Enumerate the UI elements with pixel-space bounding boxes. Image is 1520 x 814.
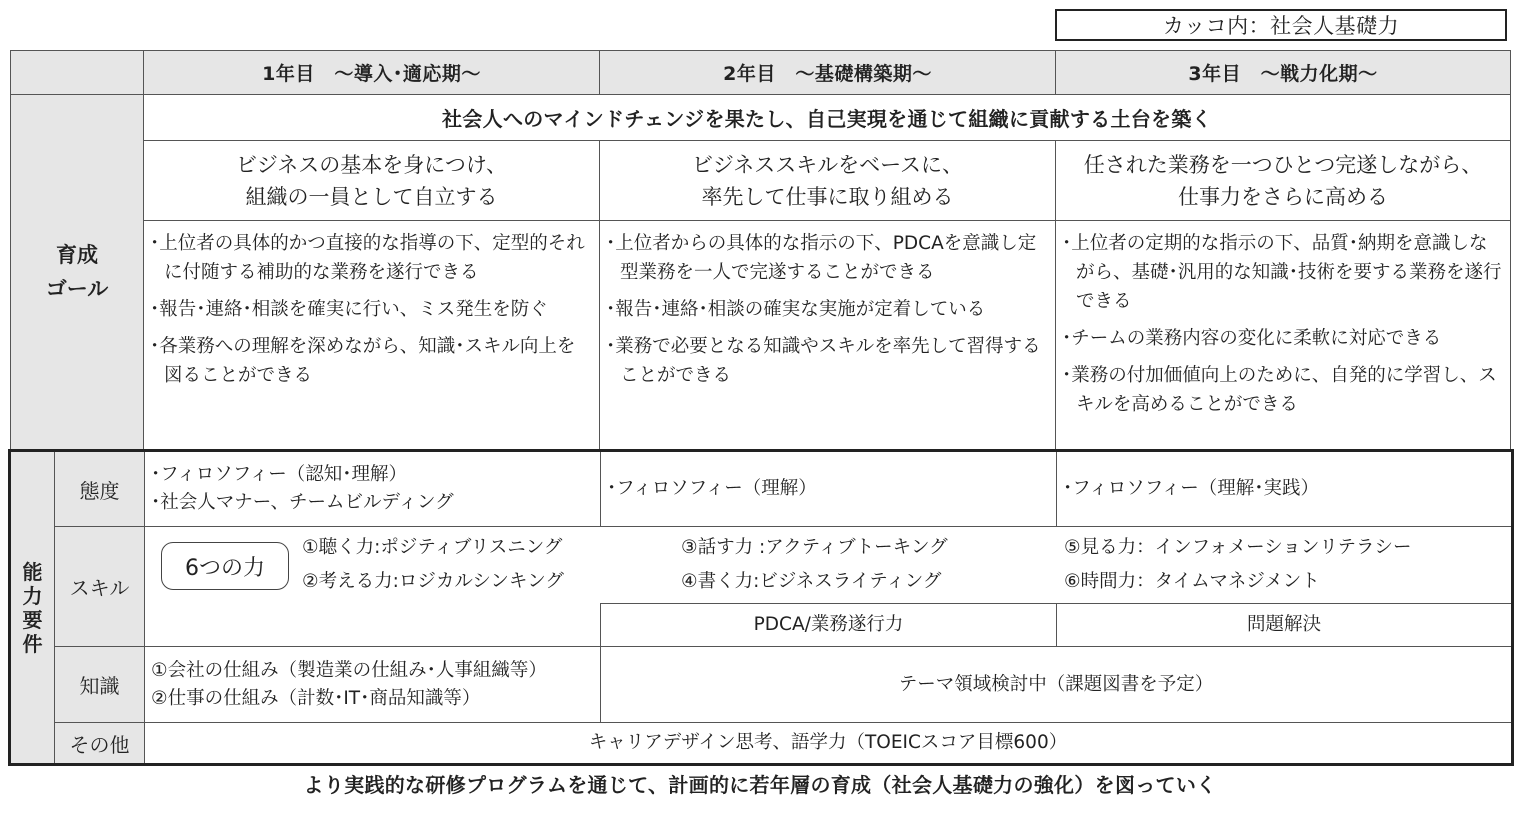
list-item: ･業務の付加価値向上のために、自発的に学習し、スキルを高めることができる: [1062, 365, 1497, 415]
attitude-row: [10, 451, 1513, 527]
header-year2: 2年目 ～基礎構築期～: [600, 51, 1056, 95]
skills-line: [145, 527, 1511, 603]
legend-box: [1055, 9, 1507, 41]
header-year3: 3年目 ～戦力化期～: [1056, 51, 1511, 95]
goal-row-label: 育成 ゴール: [11, 95, 144, 450]
summary-year3: 任された業務を一つひとつ完遂しながら、 仕事力をさらに高める: [1056, 141, 1511, 221]
skill-6: ⑥時間力：タイムマネジメント: [1064, 571, 1320, 592]
skill-3: ③話す力 :アクティブトーキング: [681, 537, 948, 558]
other-label: その他: [55, 723, 145, 765]
goal-items-year1: [144, 221, 600, 450]
skill-extra-year3: 問題解決: [1057, 604, 1513, 647]
skill-2: ②考える力:ロジカルシンキング: [302, 571, 564, 592]
knowledge-year1: ①会社の仕組み（製造業の仕組み･人事組織等） ②仕事の仕組み（計数･IT･商品知識等）: [145, 647, 601, 723]
mission-statement: 社会人へのマインドチェンジを果たし、自己実現を通じて組織に貢献する土台を築く: [144, 95, 1511, 141]
skill-row: [10, 527, 1513, 604]
skill-1: ①聴く力:ポジティブリスニング: [302, 537, 563, 558]
capability-label: 能 力 要 件: [10, 451, 55, 765]
list-item: ･各業務への理解を深めながら、知識･スキル向上を図ることができる: [150, 336, 576, 386]
list-item: ･報告･連絡･相談を確実に行い、ミス発生を防ぐ: [150, 299, 548, 320]
goal-items-year3: [1056, 221, 1511, 450]
skill-5: ⑤見る力：インフォメーションリテラシー: [1064, 537, 1412, 558]
summary-year2: ビジネススキルをベースに、 率先して仕事に取り組める: [600, 141, 1056, 221]
legend-text: カッコ内：社会人基礎力: [1162, 14, 1400, 38]
footer-statement: より実践的な研修プログラムを通じて、計画的に若年層の育成（社会人基礎力の強化）を図っていく: [303, 773, 1217, 797]
capability-table: [8, 449, 1514, 766]
six-powers-box: 6つの力: [161, 542, 289, 590]
goal-items-row: [11, 221, 1511, 450]
skill-extra-year1: [145, 604, 601, 647]
header-corner: [11, 51, 144, 95]
summary-row: [11, 141, 1511, 221]
attitude-year2: ･フィロソフィー（理解）: [601, 451, 1057, 527]
list-item: ･チームの業務内容の変化に柔軟に対応できる: [1062, 328, 1442, 349]
attitude-year3: ･フィロソフィー（理解･実践）: [1057, 451, 1513, 527]
summary-year1: ビジネスの基本を身につけ、 組織の一員として自立する: [144, 141, 600, 221]
knowledge-year23: テーマ領域検討中（課題図書を予定）: [601, 647, 1513, 723]
knowledge-label: 知識: [55, 647, 145, 723]
goal-items-year2: [600, 221, 1056, 450]
header-year1: 1年目 ～導入･適応期～: [144, 51, 600, 95]
list-item: ･上位者の定期的な指示の下、品質･納期を意識しながら、基礎･汎用的な知識･技術を要する業務を遂行できる: [1062, 233, 1502, 312]
header-row: [11, 51, 1511, 95]
list-item: ･上位者からの具体的な指示の下、PDCAを意識し定型業務を一人で完遂することができる: [606, 233, 1037, 283]
goal-table: [10, 50, 1511, 450]
skill-extra-row: [10, 604, 1513, 647]
skills-cell: [145, 527, 1513, 604]
list-item: ･上位者の具体的かつ直接的な指導の下、定型的それに付随する補助的な業務を遂行できる: [150, 233, 585, 283]
other-row: [10, 723, 1513, 765]
mission-row: [11, 95, 1511, 141]
list-item: ･業務で必要となる知識やスキルを率先して習得することができる: [606, 336, 1041, 386]
skill-extra-year2: PDCA/業務遂行力: [601, 604, 1057, 647]
attitude-year1: ･フィロソフィー（認知･理解） ･社会人マナー、チームビルディング: [145, 451, 601, 527]
skill-4: ④書く力:ビジネスライティング: [681, 571, 942, 592]
skill-label: スキル: [55, 527, 145, 647]
knowledge-row: [10, 647, 1513, 723]
list-item: ･報告･連絡･相談の確実な実施が定着している: [606, 299, 986, 320]
other-value: キャリアデザイン思考、語学力（TOEICスコア目標600）: [145, 723, 1513, 765]
attitude-label: 態度: [55, 451, 145, 527]
